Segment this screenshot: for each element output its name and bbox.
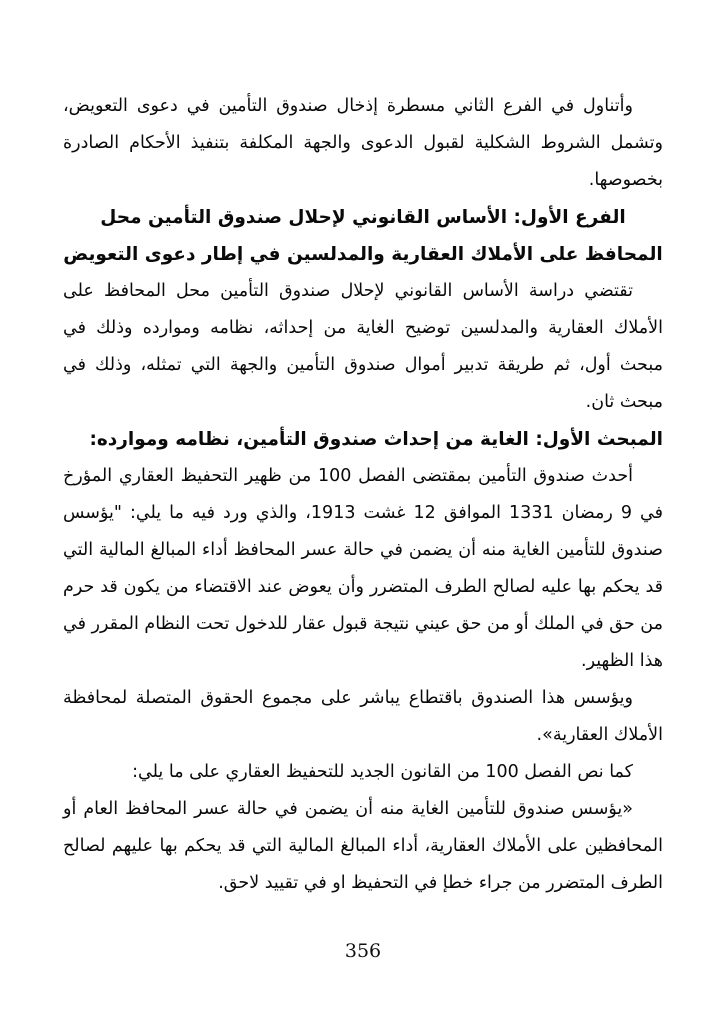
heading-topic-one: المبحث الأول: الغاية من إحداث صندوق التأمين، نظامه وموارده: — [89, 429, 663, 450]
paragraph-new-law-lead-in: كما نص الفصل 100 من القانون الجديد للتحفيظ العقاري على ما يلي: — [132, 762, 633, 782]
paragraph-article-100-new-law-quote: «يؤسس صندوق للتأمين الغاية منه أن يضمن في حالة عسر المحافظ العام أو المحافظين على الأملاك العقارية، أداء المبالغ المالية التي قد يحكم بها عليهم لصالح الطرف المتضرر من جراء خطإ في التحفيظ او في تقييد لاحق. — [63, 799, 663, 893]
heading-branch-one: الفرع الأول: الأساس القانوني لإحلال صندوق التأمين محل المحافظ على الأملاك العقارية والمدلسين في إطار دعوى التعويض — [63, 207, 663, 265]
page-number: 356 — [344, 940, 382, 962]
paragraph-fund-deduction: ويؤسس هذا الصندوق باقتطاع يباشر على مجموع الحقوق المتصلة لمحافظة الأملاك العقارية». — [63, 688, 663, 745]
paragraph-intro-second-branch: وأتناول في الفرع الثاني مسطرة إذخال صندوق التأمين في دعوى التعويض، وتشمل الشروط الشكلية لقبول الدعوى والجهة المكلفة بتنفيذ الأحكام الصادرة بخصوصها. — [63, 96, 663, 190]
paragraph-article-100-old-dahir: أحدث صندوق التأمين بمقتضى الفصل 100 من ظهير التحفيظ العقاري المؤرخ في 9 رمضان 1331 الموافق 12 غشت 1913، والذي ورد فيه ما يلي: "يؤسس صندوق للتأمين الغاية منه أن يضمن في حالة عسر المحافظ أداء المبالغ المالية التي قد يحكم بها عليه لصالح الطرف المتضرر وأن يعوض عند الاقتضاء من يكون قد حرم من حق في الملك أو من حق عيني نتيجة قبول عقار للدخول تحت النظام المقرر في هذا الظهير. — [63, 466, 663, 671]
paragraph-study-requirements: تقتضي دراسة الأساس القانوني لإحلال صندوق التأمين محل المحافظ على الأملاك العقارية والمدلسين توضيح الغاية من إحداثه، نظامه وموارده وذلك في مبحث أول، ثم طريقة تدبير أموال صندوق التأمين والجهة التي تمثله، وذلك في مبحث ثان. — [63, 281, 663, 412]
page-content — [63, 88, 663, 902]
